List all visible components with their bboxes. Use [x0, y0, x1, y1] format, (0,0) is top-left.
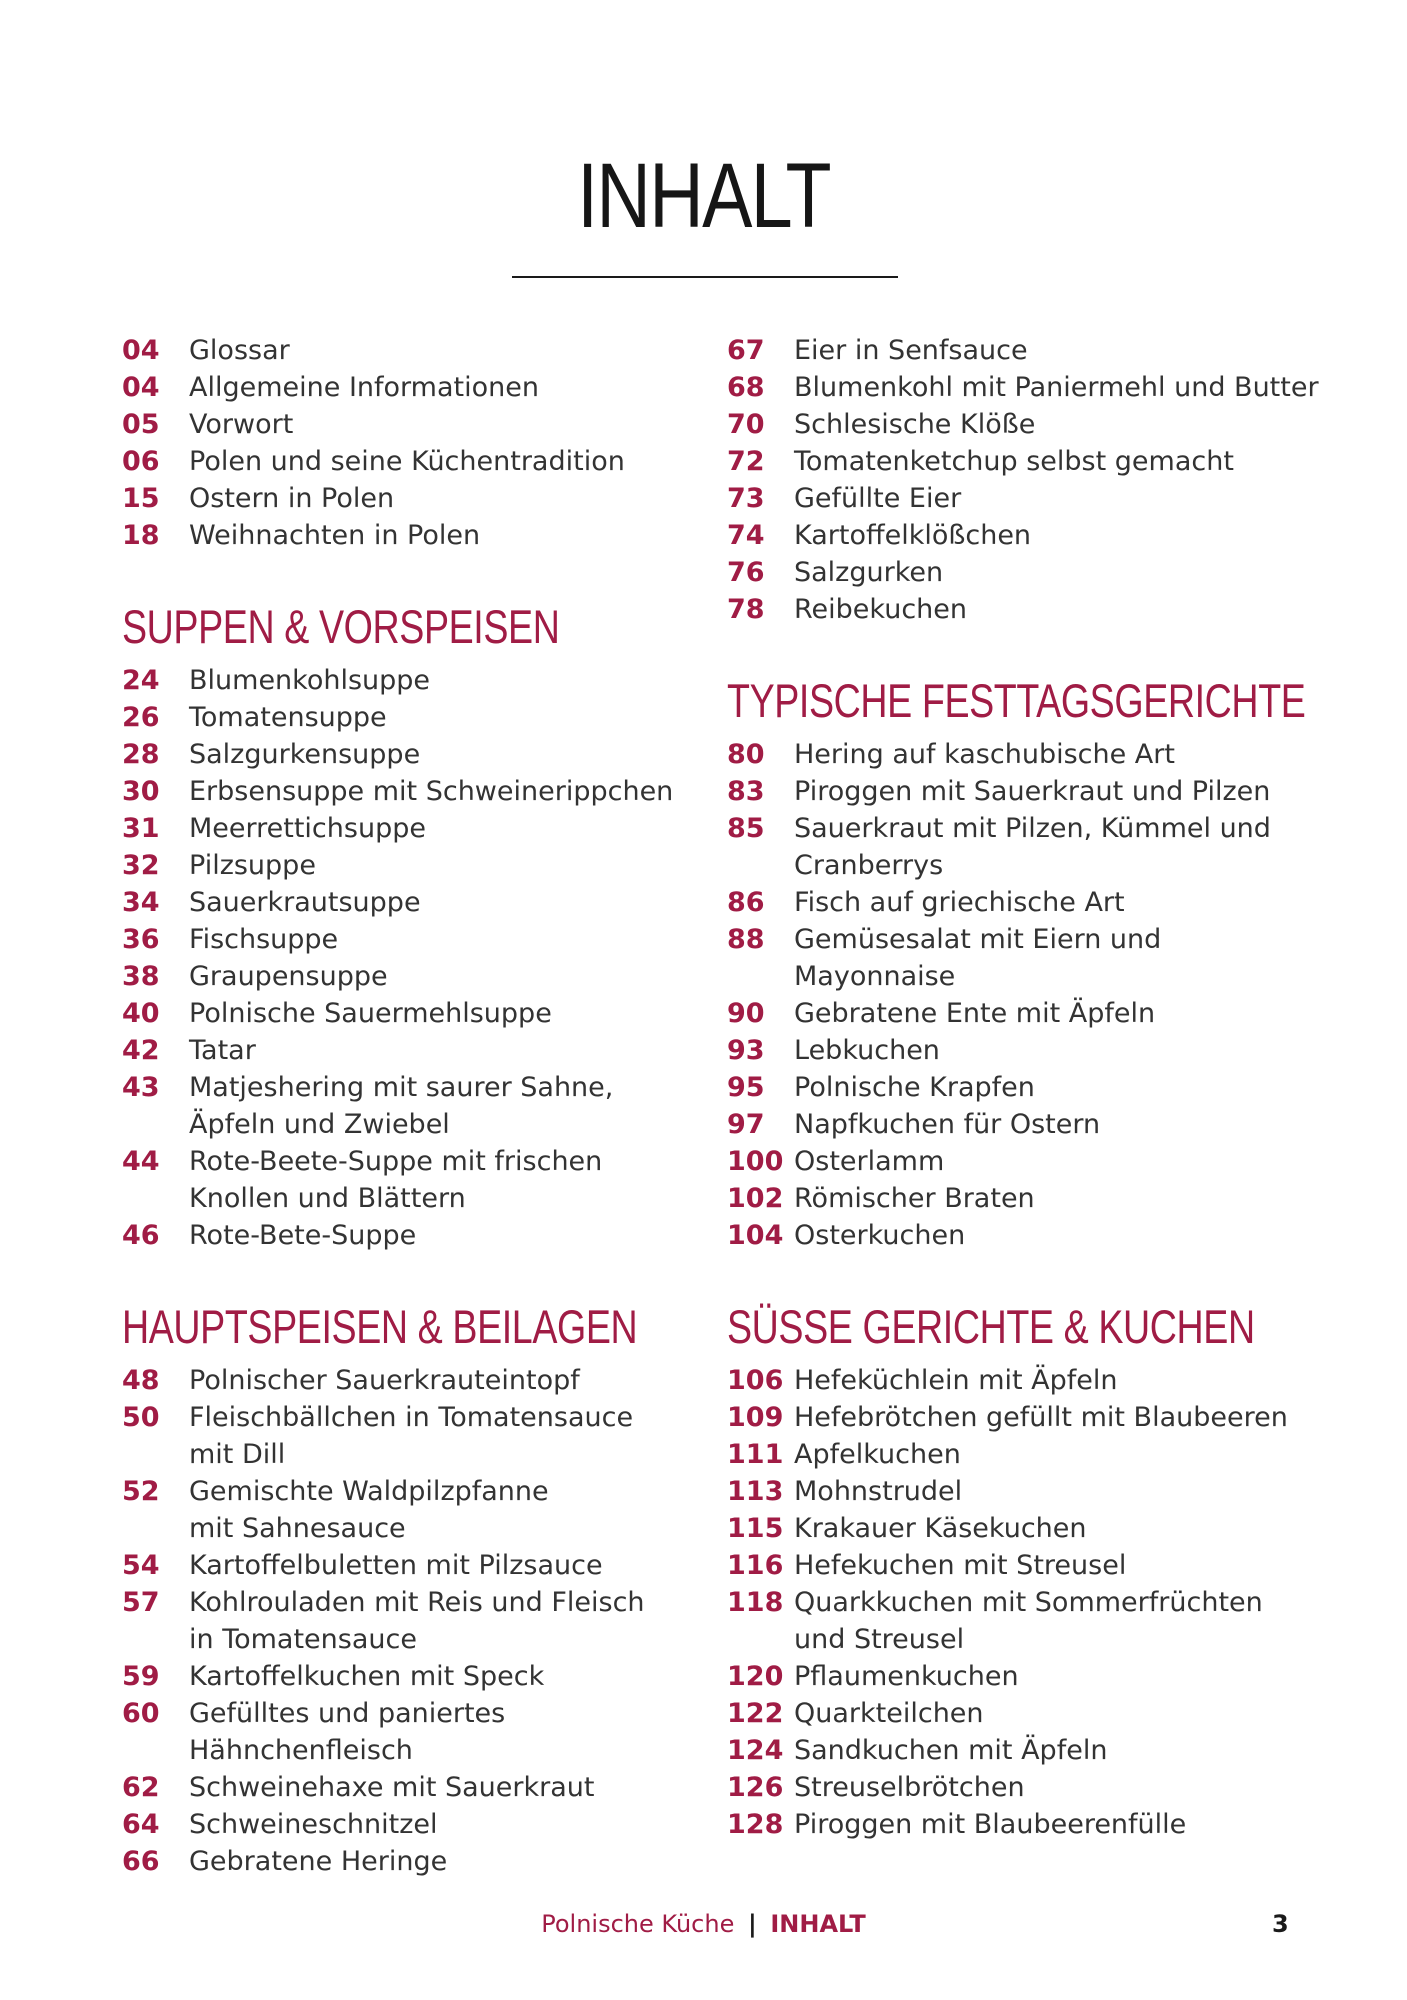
toc-fest-list: [727, 736, 1347, 1254]
toc-entry-title: Piroggen mit Sauerkraut und Pilzen: [794, 776, 1271, 807]
page-number: 3: [1272, 1910, 1289, 1938]
toc-page-number: [122, 1510, 189, 1547]
toc-entry-title: Allgemeine Informationen: [189, 372, 539, 403]
toc-page-number: 31: [122, 813, 160, 844]
toc-page-number: 88: [727, 924, 765, 955]
toc-entry-title: Kartoffelbuletten mit Pilzsauce: [189, 1550, 603, 1581]
toc-entry[interactable]: [727, 443, 1347, 480]
toc-suesse-list: [727, 1362, 1347, 1843]
toc-entry[interactable]: [122, 884, 682, 921]
toc-entry[interactable]: [727, 773, 1347, 810]
page-footer: [0, 1910, 1407, 1938]
toc-entry-title: Quarkteilchen: [794, 1698, 984, 1729]
toc-entry-title: Rote-Bete-Suppe: [189, 1220, 417, 1251]
toc-page-number: 83: [727, 776, 765, 807]
toc-entry[interactable]: [122, 443, 682, 480]
toc-entry[interactable]: [727, 958, 1347, 995]
toc-entry-title: Polnische Sauermehlsuppe: [189, 998, 552, 1029]
toc-page-number: 74: [727, 520, 765, 551]
toc-page-number: 116: [727, 1550, 784, 1581]
toc-page-number: [122, 1732, 189, 1769]
toc-entry[interactable]: [727, 1806, 1347, 1843]
toc-entry[interactable]: [122, 480, 682, 517]
toc-entry[interactable]: [122, 1180, 682, 1217]
toc-page-number: 70: [727, 409, 765, 440]
toc-page-number: 46: [122, 1220, 160, 1251]
toc-page-number: 106: [727, 1365, 784, 1396]
toc-page-number: 109: [727, 1402, 784, 1433]
toc-entry[interactable]: [727, 1399, 1347, 1436]
toc-page-number: 64: [122, 1809, 160, 1840]
toc-entry[interactable]: [727, 1473, 1347, 1510]
toc-entry[interactable]: [727, 884, 1347, 921]
toc-page-number: 54: [122, 1550, 160, 1581]
toc-entry-title: Meerrettichsuppe: [189, 813, 426, 844]
toc-entry-title: Gebratene Heringe: [189, 1846, 448, 1877]
toc-entry[interactable]: [122, 406, 682, 443]
section-heading-haupt: HAUPTSPEISEN & BEILAGEN: [122, 1300, 638, 1353]
toc-entry[interactable]: [727, 995, 1347, 1032]
toc-entry-title: Sandkuchen mit Äpfeln: [794, 1735, 1108, 1766]
toc-page-number: 73: [727, 483, 765, 514]
toc-entry[interactable]: [727, 1769, 1347, 1806]
toc-entry[interactable]: [727, 1362, 1347, 1399]
toc-entry-title: Äpfeln und Zwiebel: [189, 1109, 450, 1140]
toc-page-number: 72: [727, 446, 765, 477]
toc-page-number: 85: [727, 813, 765, 844]
toc-entry[interactable]: [122, 1732, 682, 1769]
toc-page-number: 67: [727, 335, 765, 366]
toc-page-number: 128: [727, 1809, 784, 1840]
toc-entry[interactable]: [122, 1217, 682, 1254]
toc-entry-title: Hefebrötchen gefüllt mit Blaubeeren: [794, 1402, 1288, 1433]
toc-right-column: [727, 332, 1347, 1843]
toc-entry[interactable]: [727, 406, 1347, 443]
toc-entry-title: Erbsensuppe mit Schweinerippchen: [189, 776, 674, 807]
toc-page-number: 28: [122, 739, 160, 770]
toc-entry[interactable]: [122, 1069, 682, 1106]
toc-entry[interactable]: [122, 921, 682, 958]
toc-entry-title: in Tomatensauce: [189, 1624, 417, 1655]
toc-entry[interactable]: [122, 332, 682, 369]
toc-entry[interactable]: [727, 1069, 1347, 1106]
toc-page-number: [727, 847, 794, 884]
toc-entry[interactable]: [122, 1769, 682, 1806]
toc-suppen-list: [122, 662, 682, 1254]
toc-page-number: 124: [727, 1735, 784, 1766]
toc-entry-title: Ostern in Polen: [189, 483, 395, 514]
toc-entry[interactable]: [727, 1658, 1347, 1695]
toc-entry[interactable]: [122, 847, 682, 884]
toc-page-number: 32: [122, 850, 160, 881]
toc-entry-title: Cranberrys: [794, 850, 944, 881]
toc-page-number: 76: [727, 557, 765, 588]
toc-page-number: 120: [727, 1661, 784, 1692]
toc-entry[interactable]: [727, 1032, 1347, 1069]
toc-entry[interactable]: [122, 1695, 682, 1732]
toc-entry[interactable]: [727, 480, 1347, 517]
toc-page-number: 115: [727, 1513, 784, 1544]
toc-entry-title: Graupensuppe: [189, 961, 388, 992]
section-heading-suppen: SUPPEN & VORSPEISEN: [122, 600, 560, 653]
toc-entry-title: Rote-Beete-Suppe mit frischen: [189, 1146, 603, 1177]
toc-entry-title: Schlesische Klöße: [794, 409, 1036, 440]
toc-entry-title: Hähnchenfleisch: [189, 1735, 413, 1766]
toc-entry-title: und Streusel: [794, 1624, 965, 1655]
toc-entry[interactable]: [122, 1106, 682, 1143]
toc-entry[interactable]: [727, 1547, 1347, 1584]
toc-page-number: [122, 1621, 189, 1658]
toc-entry[interactable]: [122, 1843, 682, 1880]
toc-entry-title: Sauerkrautsuppe: [189, 887, 421, 918]
toc-page-number: 100: [727, 1146, 784, 1177]
toc-page-number: 93: [727, 1035, 765, 1066]
toc-entry-title: Napfkuchen für Ostern: [794, 1109, 1101, 1140]
toc-entry-title: Polnische Krapfen: [794, 1072, 1035, 1103]
toc-page-number: [122, 1436, 189, 1473]
toc-entry[interactable]: [122, 736, 682, 773]
footer-section: INHALT: [770, 1910, 866, 1938]
toc-entry[interactable]: [727, 1510, 1347, 1547]
toc-entry[interactable]: [727, 1732, 1347, 1769]
toc-page-number: 68: [727, 372, 765, 403]
toc-page-number: [122, 1180, 189, 1217]
toc-entry-title: Gemischte Waldpilzpfanne: [189, 1476, 549, 1507]
toc-entry[interactable]: [122, 995, 682, 1032]
toc-page-number: 30: [122, 776, 160, 807]
toc-page-number: 05: [122, 409, 160, 440]
toc-entry[interactable]: [122, 1143, 682, 1180]
toc-page-number: 50: [122, 1402, 160, 1433]
toc-page-number: 34: [122, 887, 160, 918]
toc-entry-title: Streuselbrötchen: [794, 1772, 1025, 1803]
footer-separator: |: [747, 1910, 757, 1938]
toc-entry-title: Osterkuchen: [794, 1220, 966, 1251]
toc-page-number: 57: [122, 1587, 160, 1618]
toc-entry[interactable]: [122, 1658, 682, 1695]
toc-entry-title: mit Dill: [189, 1439, 286, 1470]
toc-entry-title: Hefekuchen mit Streusel: [794, 1550, 1127, 1581]
toc-entry-title: Sauerkraut mit Pilzen, Kümmel und: [794, 813, 1271, 844]
toc-page-number: 42: [122, 1035, 160, 1066]
toc-entry[interactable]: [122, 369, 682, 406]
toc-entry-title: Polnischer Sauerkrauteintopf: [189, 1365, 580, 1396]
toc-entry[interactable]: [122, 1510, 682, 1547]
toc-page-number: 06: [122, 446, 160, 477]
toc-entry[interactable]: [122, 1436, 682, 1473]
toc-entry[interactable]: [727, 591, 1347, 628]
toc-page-number: 86: [727, 887, 765, 918]
toc-entry[interactable]: [122, 1621, 682, 1658]
toc-page-number: 111: [727, 1439, 784, 1470]
toc-entry-title: Blumenkohlsuppe: [189, 665, 431, 696]
toc-entry[interactable]: [727, 554, 1347, 591]
toc-entry[interactable]: [727, 1621, 1347, 1658]
toc-entry-title: mit Sahnesauce: [189, 1513, 406, 1544]
toc-page-number: 44: [122, 1146, 160, 1177]
toc-left-column: [122, 332, 682, 1880]
toc-entry-title: Knollen und Blättern: [189, 1183, 466, 1214]
toc-page-number: 62: [122, 1772, 160, 1803]
toc-entry[interactable]: [727, 1106, 1347, 1143]
toc-page-number: 24: [122, 665, 160, 696]
toc-entry-title: Matjeshering mit saurer Sahne,: [189, 1072, 614, 1103]
toc-entry-title: Tomatensuppe: [189, 702, 387, 733]
toc-page-number: 126: [727, 1772, 784, 1803]
toc-entry-title: Gefüllte Eier: [794, 483, 962, 514]
toc-entry-title: Osterlamm: [794, 1146, 945, 1177]
toc-entry[interactable]: [727, 847, 1347, 884]
toc-entry[interactable]: [727, 1584, 1347, 1621]
toc-haupt-cont-list: [727, 332, 1347, 628]
toc-page-number: 66: [122, 1846, 160, 1877]
toc-entry[interactable]: [122, 1584, 682, 1621]
toc-page-number: 43: [122, 1072, 160, 1103]
toc-entry-title: Gefülltes und paniertes: [189, 1698, 506, 1729]
toc-entry-title: Weihnachten in Polen: [189, 520, 481, 551]
toc-entry-title: Mohnstrudel: [794, 1476, 963, 1507]
toc-page-number: 48: [122, 1365, 160, 1396]
toc-entry-title: Krakauer Käsekuchen: [794, 1513, 1087, 1544]
toc-entry-title: Schweineschnitzel: [189, 1809, 438, 1840]
toc-entry[interactable]: [727, 810, 1347, 847]
toc-entry-title: Lebkuchen: [794, 1035, 940, 1066]
toc-entry-title: Vorwort: [189, 409, 294, 440]
section-heading-fest: TYPISCHE FESTTAGSGERICHTE: [727, 674, 1306, 727]
title-underline: [512, 276, 898, 278]
toc-entry-title: Tomatenketchup selbst gemacht: [794, 446, 1234, 477]
toc-page-number: 38: [122, 961, 160, 992]
toc-entry[interactable]: [122, 1806, 682, 1843]
toc-entry-title: Tatar: [189, 1035, 256, 1066]
toc-entry[interactable]: [727, 1217, 1347, 1254]
toc-entry[interactable]: [122, 517, 682, 554]
toc-entry[interactable]: [727, 736, 1347, 773]
toc-page-number: 18: [122, 520, 160, 551]
toc-entry-title: Pilzsuppe: [189, 850, 316, 881]
toc-page-number: 36: [122, 924, 160, 955]
toc-entry[interactable]: [122, 1032, 682, 1069]
toc-entry[interactable]: [727, 369, 1347, 406]
toc-page-number: 80: [727, 739, 765, 770]
toc-page-number: 26: [122, 702, 160, 733]
toc-entry-title: Pflaumenkuchen: [794, 1661, 1019, 1692]
toc-page-number: 90: [727, 998, 765, 1029]
toc-page-number: [122, 1106, 189, 1143]
toc-entry-title: Quarkkuchen mit Sommerfrüchten: [794, 1587, 1263, 1618]
toc-page-number: 104: [727, 1220, 784, 1251]
toc-entry[interactable]: [122, 1473, 682, 1510]
toc-entry[interactable]: [122, 810, 682, 847]
toc-page-number: 118: [727, 1587, 784, 1618]
toc-entry-title: Römischer Braten: [794, 1183, 1035, 1214]
toc-entry-title: Schweinehaxe mit Sauerkraut: [189, 1772, 595, 1803]
toc-entry[interactable]: [727, 517, 1347, 554]
toc-page-number: 52: [122, 1476, 160, 1507]
toc-haupt-list: [122, 1362, 682, 1880]
toc-page-number: 59: [122, 1661, 160, 1692]
toc-entry[interactable]: [727, 1143, 1347, 1180]
toc-entry-title: Hering auf kaschubische Art: [794, 739, 1175, 770]
toc-page-number: [727, 958, 794, 995]
toc-page-number: 97: [727, 1109, 765, 1140]
toc-page-number: 122: [727, 1698, 784, 1729]
toc-entry[interactable]: [122, 699, 682, 736]
toc-entry[interactable]: [122, 1362, 682, 1399]
section-heading-suesse: SÜSSE GERICHTE & KUCHEN: [727, 1300, 1255, 1353]
toc-page-number: 04: [122, 335, 160, 366]
toc-entry-title: Apfelkuchen: [794, 1439, 961, 1470]
toc-entry[interactable]: [727, 921, 1347, 958]
toc-entry-title: Reibekuchen: [794, 594, 968, 625]
toc-page-number: 78: [727, 594, 765, 625]
toc-entry[interactable]: [122, 773, 682, 810]
toc-page-number: [727, 1621, 794, 1658]
toc-entry[interactable]: [727, 1436, 1347, 1473]
toc-entry-title: Blumenkohl mit Paniermehl und Butter: [794, 372, 1319, 403]
toc-entry-title: Salzgurken: [794, 557, 944, 588]
toc-entry[interactable]: [727, 1180, 1347, 1217]
toc-entry[interactable]: [122, 1547, 682, 1584]
toc-entry-title: Polen und seine Küchentradition: [189, 446, 625, 477]
toc-entry-title: Fleischbällchen in Tomatensauce: [189, 1402, 634, 1433]
page-title: INHALT: [577, 145, 830, 247]
toc-entry[interactable]: [122, 958, 682, 995]
toc-intro-list: [122, 332, 682, 554]
toc-entry-title: Piroggen mit Blaubeerenfülle: [794, 1809, 1187, 1840]
toc-entry-title: Fischsuppe: [189, 924, 339, 955]
toc-page-number: 04: [122, 372, 160, 403]
toc-entry-title: Kartoffelkuchen mit Speck: [189, 1661, 545, 1692]
toc-entry-title: Fisch auf griechische Art: [794, 887, 1125, 918]
toc-entry-title: Gemüsesalat mit Eiern und: [794, 924, 1162, 955]
toc-entry-title: Eier in Senfsauce: [794, 335, 1028, 366]
toc-page-number: 40: [122, 998, 160, 1029]
toc-page-number: 60: [122, 1698, 160, 1729]
toc-page-number: 102: [727, 1183, 784, 1214]
toc-page-number: 113: [727, 1476, 784, 1507]
toc-entry-title: Mayonnaise: [794, 961, 956, 992]
toc-entry-title: Salzgurkensuppe: [189, 739, 421, 770]
toc-entry[interactable]: [122, 1399, 682, 1436]
footer-book-title: Polnische Küche: [541, 1910, 735, 1938]
toc-entry[interactable]: [727, 1695, 1347, 1732]
toc-entry-title: Gebratene Ente mit Äpfeln: [794, 998, 1156, 1029]
toc-page-number: 15: [122, 483, 160, 514]
toc-entry-title: Glossar: [189, 335, 290, 366]
toc-entry-title: Kohlrouladen mit Reis und Fleisch: [189, 1587, 645, 1618]
toc-page-number: 95: [727, 1072, 765, 1103]
toc-entry[interactable]: [727, 332, 1347, 369]
toc-entry[interactable]: [122, 662, 682, 699]
toc-entry-title: Kartoffelklößchen: [794, 520, 1032, 551]
toc-entry-title: Hefeküchlein mit Äpfeln: [794, 1365, 1118, 1396]
